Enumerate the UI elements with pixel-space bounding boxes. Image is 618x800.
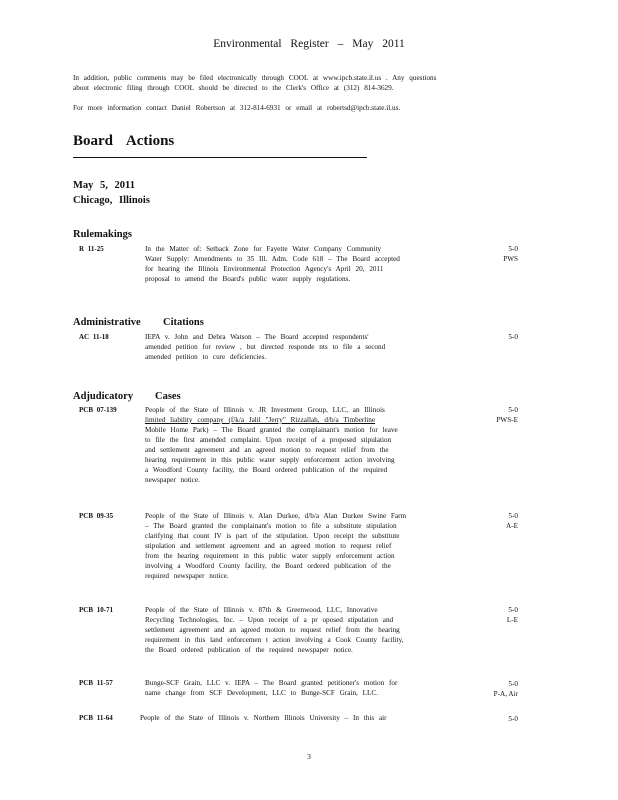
citations-heading: Citations [163,317,204,328]
case-category: PWS [503,255,518,263]
vote-column [458,605,518,625]
page-header: Environmental Register – May 2011 [213,38,405,50]
page-number: 3 [307,752,311,761]
case-text-line: clarifying that count IV is part of the stipulation. Upon receipt the substitute [145,532,400,540]
case-code: AC 11-18 [79,333,109,341]
case-text-line: Bunge-SCF Grain, LLC v. IEPA – The Board granted petitioner's motion for [145,679,398,687]
intro-line: about electronic filing through COOL should be directed to the Clerk's Office at (312) 814-3629. [73,84,394,92]
case-text-line: hearing requirement in this public water supply enforcement action involving [145,456,395,464]
meeting-date: May 5, 2011 [73,180,135,191]
case-code: PCB 11-57 [79,679,113,687]
case-category: P-A, Air [493,690,518,698]
case-text-line: newspaper notice. [145,476,200,484]
case-text-line: amended petition for review , but directed responde nts to file a second [145,343,386,351]
case-text-line: to file the first amended complaint. Upon receipt of a proposed stipulation [145,436,392,444]
case-code: R 11-25 [79,245,104,253]
intro-line: In addition, public comments may be filed electronically through COOL at www.ipcb.state.il.us . Any questions [73,74,437,82]
case-text [145,332,445,362]
case-code: PCB 10-71 [79,606,114,614]
case-text-line: the Board ordered publication of the required newspaper notice. [145,646,353,654]
vote-count: 5-0 [508,245,518,253]
vote-count: 5-0 [508,512,518,520]
case-category: A-E [506,522,518,530]
case-text-line: Water Supply: Amendments to 35 Ill. Adm. Code 618 – The Board accepted [145,255,400,263]
case-text-line: Mobile Home Park) – The Board granted the complainant's motion for leave [145,426,398,434]
case-text-line: – The Board granted the complainant's motion to file a substitute stipulation [145,522,397,530]
case-text-line: amended petition to cure deficiencies. [145,353,267,361]
case-text-line: a Woodford County facility, the Board ordered publication of the required [145,466,388,474]
case-text [145,405,445,485]
case-text-line: People of the State of Illinois v. Northern Illinois University – In this air [140,714,387,722]
vote-column [458,405,518,425]
vote-column [458,679,518,699]
vote-count: 5-0 [508,333,518,341]
case-text-line: stipulation and settlement agreement and an agreed motion to request relief [145,542,392,550]
case-text-line: People of the State of Illinois v. JR Investment Group, LLC, an Illinois [145,406,385,414]
intro-paragraph [73,73,543,93]
case-text-line: involving a Woodford County facility, the Board ordered publication of the [145,562,391,570]
vote-column [458,332,518,342]
case-text [145,678,445,698]
case-text-line: proposal to amend the Board's public water supply regulations. [145,275,351,283]
contact-line: For more information contact Daniel Robertson at 312-814-6931 or email at robertsd@ipcb.state.il.us. [73,104,401,112]
adjudicatory-heading: Adjudicatory [73,391,134,402]
case-text-line: Recycling Technologies, Inc. – Upon receipt of a pr oposed stipulation and [145,616,394,624]
section-title: Board Actions [73,133,175,149]
case-text-line: IEPA v. John and Debra Watson – The Board accepted respondents' [145,333,369,341]
case-text [145,511,445,581]
case-text [145,605,445,655]
vote-column [458,511,518,531]
vote-column [458,244,518,264]
case-code: PCB 09-35 [79,512,114,520]
case-text-line: and settlement agreement and an agreed motion to request relief from the [145,446,389,454]
case-category: PWS-E [496,416,518,424]
vote-column [458,714,518,724]
vote-count: 5-0 [508,606,518,614]
case-text-line: name change from SCF Development, LLC to Bunge-SCF Grain, LLC. [145,689,379,697]
rulemakings-heading: Rulemakings [73,229,132,240]
case-text [145,244,445,284]
case-text-line: People of the State of Illinois v. Alan Durkee, d/b/a Alan Durkee Swine Farm [145,512,407,520]
case-text-line: from the hearing requirement in this public water supply enforcement action [145,552,395,560]
administrative-heading: Administrative [73,317,141,328]
section-divider [73,157,367,158]
case-code: PCB 11-64 [79,714,113,722]
case-text-line: In the Matter of: Setback Zone for Fayette Water Company Community [145,245,382,253]
vote-count: 5-0 [508,406,518,414]
case-text-line: settlement agreement and an agreed motion to request relief from the hearing [145,626,400,634]
vote-count: 5-0 [508,680,518,688]
case-text-line: required newspaper notice. [145,572,229,580]
case-text-line: People of the State of Illinois v. 87th & Greenwood, LLC, Innovative [145,606,378,614]
vote-count: 5-0 [508,715,518,723]
case-text-line: requirement in this land enforcemen t action involving a Cook County facility, [145,636,404,644]
cases-heading: Cases [155,391,181,402]
case-category: L-E [506,616,518,624]
case-text [140,713,440,723]
case-code: PCB 07-139 [79,406,117,414]
case-text-line: limited liability company (f/k/a Jalil "Jerry" Rizzallah, d/b/a Timberline [145,416,376,424]
case-text-line: for hearing the Illinois Environmental Protection Agency's April 20, 2011 [145,265,384,273]
meeting-place: Chicago, Illinois [73,195,150,206]
